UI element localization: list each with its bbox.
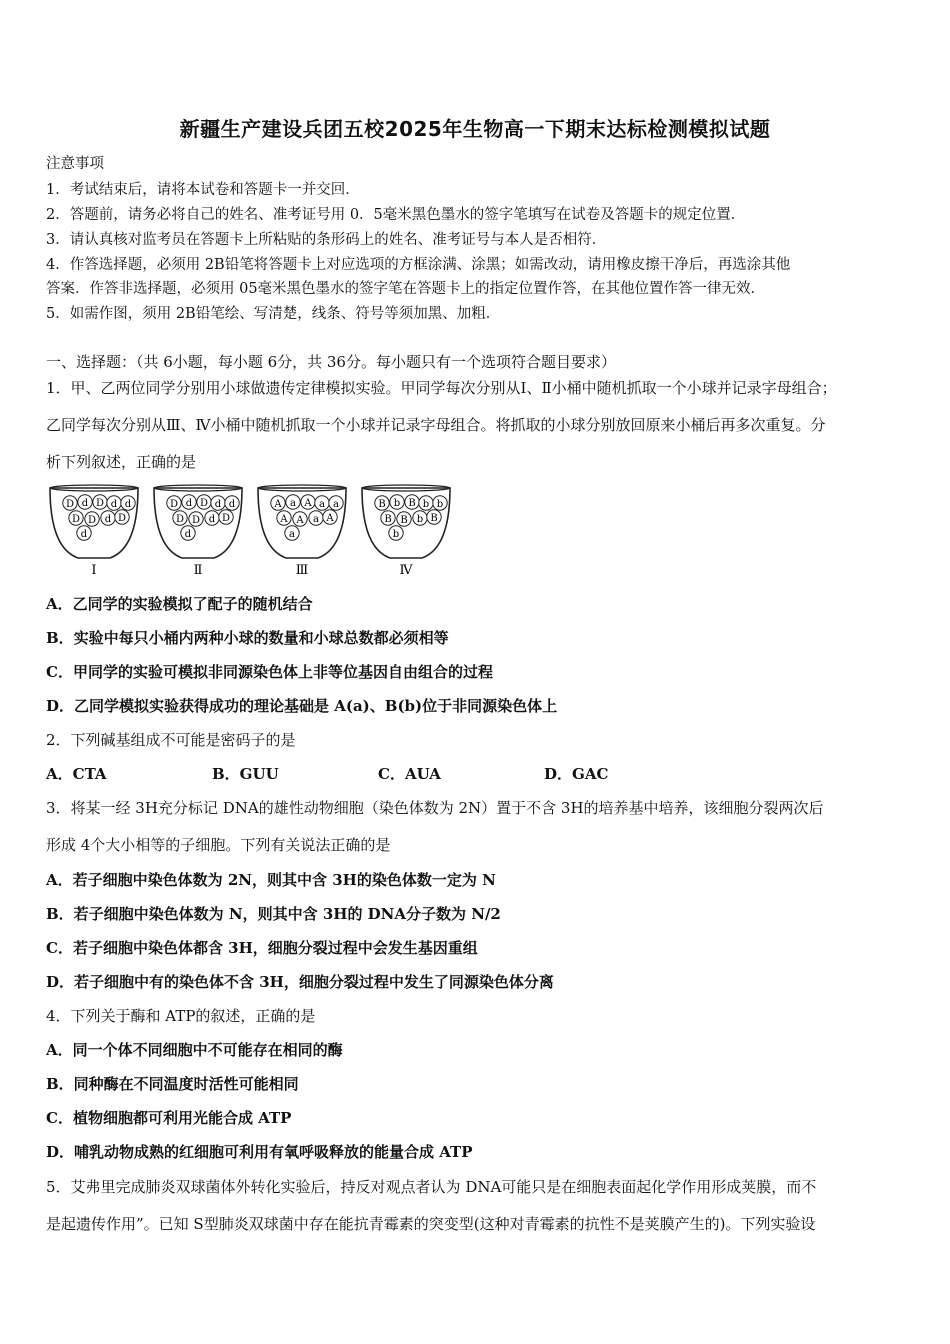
ball-label: D (95, 498, 105, 509)
bucket-label: Ⅰ (91, 563, 97, 578)
bucket-1 (50, 485, 138, 578)
ball-label: d (110, 499, 118, 510)
bucket-diagram (46, 478, 466, 578)
ball-label: b (422, 499, 430, 510)
ball-label: D (221, 513, 231, 524)
ball-label: b (416, 514, 424, 525)
q3-option-a[interactable]: A．若子细胞中染色体数为 2N，则其中含 3H的染色体数一定为 N (46, 871, 496, 889)
q1-option-c[interactable]: C．甲同学的实验可模拟非同源染色体上非等位基因自由组合的过程 (46, 663, 493, 681)
bucket-3 (258, 485, 346, 578)
q4-option-c[interactable]: C．植物细胞都可利用光能合成 ATP (46, 1109, 292, 1127)
note-item: 2．答题前，请务必将自己的姓名、准考证号用 0．5毫米黑色墨水的签字笔填写在试卷及答题卡的规定位置． (46, 207, 746, 223)
q1-stem-line: 1．甲、乙两位同学分别用小球做遗传定律模拟实验。甲同学每次分别从Ⅰ、Ⅱ小桶中随机抓取一个小球并记录字母组合； (46, 379, 837, 397)
notes-heading: 注意事项 (46, 156, 104, 172)
ball-label: B (430, 513, 438, 524)
ball-label: a (319, 499, 325, 510)
ball-label: a (290, 498, 296, 509)
section-heading: 一、选择题：（共 6小题，每小题 6分，共 36分。每小题只有一个选项符合题目要求） (46, 353, 616, 371)
note-item: 1．考试结束后，请将本试卷和答题卡一并交回． (46, 182, 360, 198)
ball-label: B (408, 498, 416, 509)
ball-label: a (289, 529, 295, 540)
q5-stem-line: 5．艾弗里完成肺炎双球菌体外转化实验后，持反对观点者认为 DNA可能只是在细胞表面起化学作用形成荚膜，而不 (46, 1178, 817, 1196)
ball-label: D (87, 515, 97, 526)
ball-label: D (117, 513, 127, 524)
ball-label: A (296, 515, 304, 526)
q3-option-b[interactable]: B．若子细胞中染色体数为 N，则其中含 3H的 DNA分子数为 N/2 (46, 905, 501, 923)
q1-option-d[interactable]: D．乙同学模拟实验获得成功的理论基础是 A(a)、B(b)位于非同源染色体上 (46, 697, 558, 715)
ball-label: D (71, 514, 81, 525)
q1-option-b[interactable]: B．实验中每只小桶内两种小球的数量和小球总数都必须相等 (46, 629, 449, 647)
ball-label: A (280, 514, 288, 525)
q1-stem-line: 析下列叙述，正确的是 (46, 453, 197, 471)
q2-option-c[interactable]: C．AUA (378, 765, 441, 783)
ball-label: b (393, 498, 401, 509)
ball-label: d (228, 499, 236, 510)
q3-option-d[interactable]: D．若子细胞中有的染色体不含 3H，细胞分裂过程中发生了同源染色体分离 (46, 973, 554, 991)
ball-label: D (175, 514, 185, 525)
q3-stem-line: 3．将某一经 3H充分标记 DNA的雄性动物细胞（染色体数为 2N）置于不含 3H的培养基中培养，该细胞分裂两次后 (46, 799, 824, 817)
ball-label: D (191, 515, 201, 526)
bucket-label: Ⅳ (399, 563, 413, 578)
note-item: 3．请认真核对监考员在答题卡上所粘贴的条形码上的姓名、准考证号与本人是否相符． (46, 232, 607, 248)
q4-stem: 4．下列关于酶和 ATP的叙述，正确的是 (46, 1007, 316, 1025)
q1-option-a[interactable]: A．乙同学的实验模拟了配子的随机结合 (46, 595, 313, 613)
q3-option-c[interactable]: C．若子细胞中染色体都含 3H，细胞分裂过程中会发生基因重组 (46, 939, 478, 957)
ball-label: b (436, 499, 444, 510)
ball-label: D (169, 499, 179, 510)
ball-label: D (65, 499, 75, 510)
note-item: 4．作答选择题，必须用 2B铅笔将答题卡上对应选项的方框涂满、涂黑；如需改动，请用橡皮擦干净后，再选涂其他 (46, 257, 791, 273)
ball-label: B (400, 515, 408, 526)
ball-label: d (208, 514, 216, 525)
q2-stem: 2．下列碱基组成不可能是密码子的是 (46, 731, 296, 749)
q4-option-a[interactable]: A．同一个体不同细胞中不可能存在相同的酶 (46, 1041, 343, 1059)
bucket-2 (154, 485, 242, 578)
q2-option-d[interactable]: D．GAC (544, 765, 609, 783)
ball-label: D (199, 498, 209, 509)
ball-label: d (104, 514, 112, 525)
q5-stem-line: 是起遗传作用”。已知 S型肺炎双球菌中存在能抗青霉素的突变型(这种对青霉素的抗性不是荚膜产生的)。下列实验设 (46, 1215, 816, 1233)
note-item: 答案．作答非选择题，必须用 05毫米黑色墨水的签字笔在答题卡上的指定位置作答，在其他位置作答一律无效． (46, 281, 766, 297)
ball-label: d (214, 499, 222, 510)
q2-option-b[interactable]: B．GUU (212, 765, 279, 783)
ball-label: d (124, 499, 132, 510)
ball-label: d (185, 498, 193, 509)
q4-option-b[interactable]: B．同种酶在不同温度时活性可能相同 (46, 1075, 299, 1093)
ball-label: B (384, 514, 392, 525)
q2-option-a[interactable]: A．CTA (46, 765, 107, 783)
page-title: 新疆生产建设兵团五校2025年生物高一下期末达标检测模拟试题 (179, 117, 771, 141)
q1-stem-line: 乙同学每次分别从Ⅲ、Ⅳ小桶中随机抓取一个小球并记录字母组合。将抓取的小球分别放回原来小桶后再多次重复。分 (46, 416, 826, 434)
q4-option-d[interactable]: D．哺乳动物成熟的红细胞可利用有氧呼吸释放的能量合成 ATP (46, 1143, 473, 1161)
bucket-label: Ⅱ (193, 563, 203, 578)
q3-stem-line: 形成 4个大小相等的子细胞。下列有关说法正确的是 (46, 836, 391, 854)
ball-label: A (274, 499, 282, 510)
ball-label: A (304, 498, 312, 509)
ball-label: d (184, 529, 192, 540)
note-item: 5．如需作图，须用 2B铅笔绘、写清楚，线条、符号等须加黑、加粗． (46, 306, 501, 322)
bucket-label: Ⅲ (295, 563, 309, 578)
ball-label: b (392, 529, 400, 540)
ball-label: d (80, 529, 88, 540)
bucket-4 (362, 485, 450, 578)
bucket-figure (46, 478, 466, 582)
ball-label: a (313, 514, 319, 525)
ball-label: B (378, 499, 386, 510)
q2-options (46, 763, 710, 784)
ball-label: A (326, 513, 334, 524)
ball-label: d (81, 498, 89, 509)
ball-label: a (333, 499, 339, 510)
